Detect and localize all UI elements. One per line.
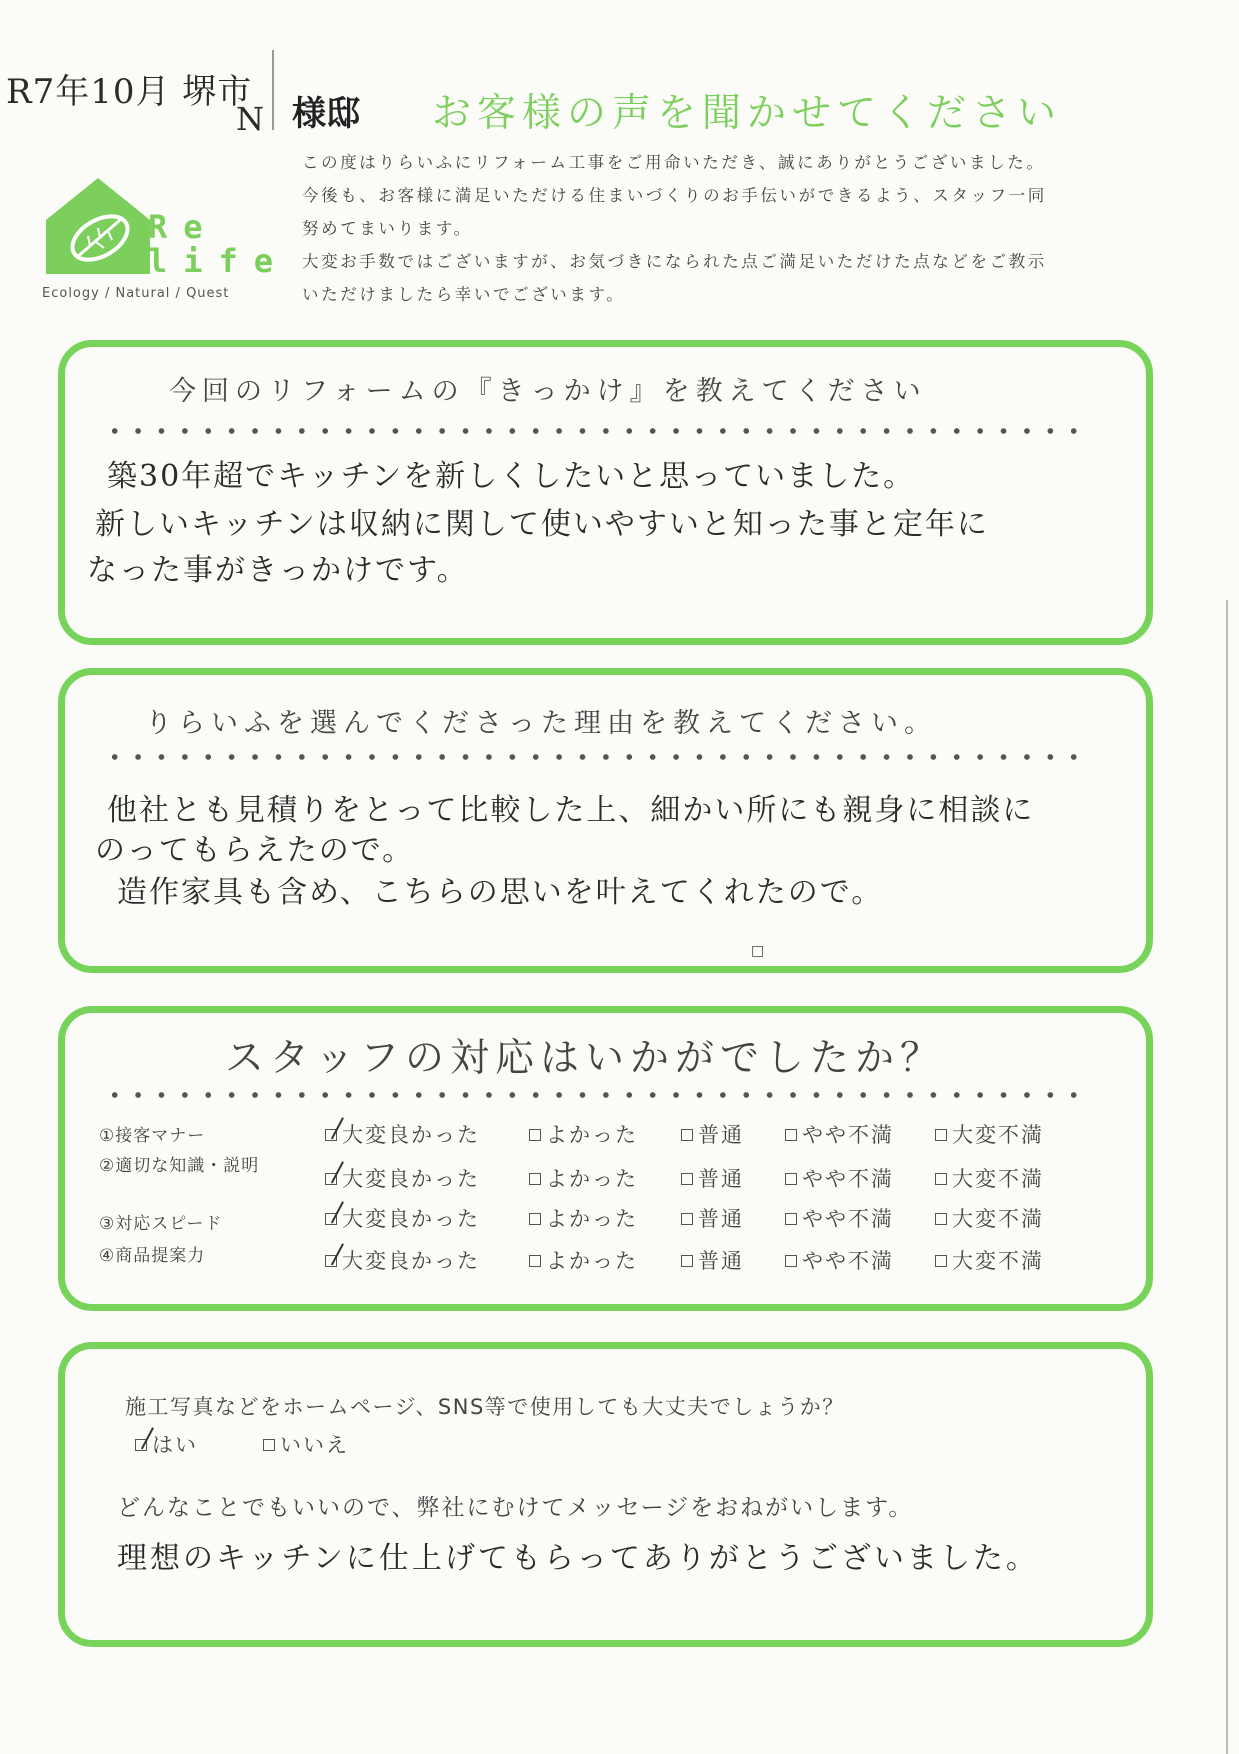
rating-option[interactable] (325, 1203, 480, 1233)
rating-row-label: ②適切な知識・説明 (99, 1156, 260, 1176)
yes-label: はい (152, 1433, 198, 1457)
customer-message: 理想のキッチンに仕上げてもらってありがとうございました。 (117, 1541, 1039, 1576)
rating-option[interactable] (785, 1245, 894, 1275)
intro-line: 今後も、お客様に満足いただける住まいづくりのお手伝いができるよう、スタッフ一同 (302, 186, 1047, 205)
dotted-divider (103, 427, 1084, 435)
relife-logo (38, 170, 290, 306)
rating-checkbox[interactable] (681, 1129, 693, 1141)
rating-checkbox[interactable] (681, 1255, 693, 1267)
intro-line: 大変お手数ではございますが、お気づきになられた点ご満足いただけた点などをご教示 (302, 252, 1047, 271)
rating-option[interactable] (325, 1119, 480, 1149)
q3-box (58, 1006, 1153, 1311)
rating-checkbox[interactable] (785, 1255, 797, 1267)
rating-option[interactable] (529, 1119, 638, 1149)
rating-option[interactable] (681, 1163, 744, 1193)
photo-permission-question: 施工写真などをホームページ、SNS等で使用しても大丈夫でしょうか？ (125, 1395, 845, 1419)
rating-option[interactable] (325, 1163, 480, 1193)
intro-line: いただけましたら幸いでございます。 (302, 285, 626, 304)
rating-checkbox[interactable] (325, 1213, 337, 1225)
dotted-divider (103, 1091, 1084, 1099)
rating-option[interactable] (681, 1119, 744, 1149)
scan-edge-line (1226, 600, 1228, 1754)
q1-answer-line: 築30年超でキッチンを新しくしたいと思っていました。 (107, 459, 916, 494)
rating-option-label: 普通 (698, 1123, 744, 1147)
house-leaf-icon (42, 174, 154, 276)
q1-box (58, 340, 1153, 645)
q2-title: りらいふを選んでくださった理由を教えてください。 (145, 708, 937, 739)
rating-checkbox[interactable] (935, 1255, 947, 1267)
rating-checkbox[interactable] (935, 1213, 947, 1225)
rating-checkbox[interactable] (681, 1213, 693, 1225)
rating-option[interactable] (935, 1163, 1044, 1193)
rating-option[interactable] (529, 1163, 638, 1193)
q1-title: 今回のリフォームの『きっかけ』を教えてください (169, 376, 927, 407)
q2-answer-line: 造作家具も含め、こちらの思いを叶えてくれたので。 (117, 875, 884, 910)
rating-option-label: 大変不満 (952, 1249, 1044, 1273)
rating-option[interactable] (935, 1245, 1044, 1275)
q3-title: スタッフの対応はいかがでしたか？ (225, 1036, 946, 1081)
rating-option-label: よかった (546, 1249, 638, 1273)
rating-option-label: 大変良かった (342, 1167, 480, 1191)
customer-initial-handwritten: N (236, 100, 264, 138)
rating-option-label: やや不満 (802, 1123, 894, 1147)
rating-option-label: よかった (546, 1207, 638, 1231)
rating-checkbox[interactable] (935, 1173, 947, 1185)
rating-option-label: 普通 (698, 1249, 744, 1273)
logo-re: Re (148, 208, 219, 246)
yes-checkbox[interactable] (135, 1439, 147, 1451)
rating-checkbox[interactable] (681, 1173, 693, 1185)
rating-option-label: やや不満 (802, 1249, 894, 1273)
rating-option[interactable] (785, 1203, 894, 1233)
rating-option[interactable] (681, 1245, 744, 1275)
intro-line: この度はりらいふにリフォーム工事をご用命いただき、誠にありがとうございました。 (302, 153, 1046, 172)
rating-option[interactable] (935, 1119, 1044, 1149)
rating-checkbox[interactable] (325, 1255, 337, 1267)
rating-option-label: よかった (546, 1167, 638, 1191)
logo-life: life (148, 242, 290, 280)
q2-answer-line: 他社とも見積りをとって比較した上、細かい所にも親身に相談に (107, 793, 1035, 828)
photo-yes-option[interactable] (135, 1429, 198, 1459)
sama-tei-label: 様邸 (292, 94, 360, 134)
rating-option-label: 大変良かった (342, 1123, 480, 1147)
rating-option-label: やや不満 (802, 1207, 894, 1231)
rating-row-label: ①接客マナー (99, 1126, 206, 1146)
rating-row-label: ③対応スピード (99, 1214, 223, 1234)
photo-no-option[interactable] (263, 1429, 349, 1459)
q1-answer-line: なった事がきっかけです。 (87, 553, 469, 588)
rating-checkbox[interactable] (935, 1129, 947, 1141)
page-title: お客様の声を聞かせてください (432, 91, 1063, 136)
no-label: いいえ (280, 1433, 349, 1457)
q1-answer-line: 新しいキッチンは収納に関して使いやすいと知った事と定年に (95, 507, 989, 542)
rating-option[interactable] (325, 1245, 480, 1275)
rating-option[interactable] (529, 1245, 638, 1275)
date-location-handwritten: R7年10月 堺市 (6, 72, 253, 112)
rating-option[interactable] (935, 1203, 1044, 1233)
intro-text (302, 146, 1047, 311)
q2-box (58, 668, 1153, 973)
rating-checkbox[interactable] (529, 1213, 541, 1225)
rating-option-label: やや不満 (802, 1167, 894, 1191)
q2-answer-line: のってもらえたので。 (95, 833, 415, 868)
stray-checkbox-mark: □ (751, 943, 765, 959)
rating-checkbox[interactable] (785, 1129, 797, 1141)
rating-option[interactable] (785, 1119, 894, 1149)
rating-option[interactable] (785, 1163, 894, 1193)
rating-checkbox[interactable] (785, 1173, 797, 1185)
q4-box (58, 1342, 1153, 1647)
rating-option-label: 大変不満 (952, 1123, 1044, 1147)
intro-line: 努めてまいります。 (302, 219, 473, 238)
rating-checkbox[interactable] (529, 1129, 541, 1141)
rating-option-label: 大変不満 (952, 1167, 1044, 1191)
dotted-divider (103, 753, 1084, 761)
message-prompt: どんなことでもいいので、弊社にむけてメッセージをおねがいします。 (117, 1495, 914, 1521)
rating-checkbox[interactable] (529, 1255, 541, 1267)
rating-option[interactable] (681, 1203, 744, 1233)
rating-option-label: 大変良かった (342, 1249, 480, 1273)
rating-checkbox[interactable] (785, 1213, 797, 1225)
header-divider (272, 50, 274, 130)
rating-option-label: 普通 (698, 1167, 744, 1191)
logo-tagline: Ecology / Natural / Quest (42, 286, 230, 301)
rating-option-label: 普通 (698, 1207, 744, 1231)
rating-checkbox[interactable] (325, 1129, 337, 1141)
rating-checkbox[interactable] (529, 1173, 541, 1185)
rating-option-label: よかった (546, 1123, 638, 1147)
rating-option-label: 大変良かった (342, 1207, 480, 1231)
rating-option[interactable] (529, 1203, 638, 1233)
no-checkbox[interactable] (263, 1439, 275, 1451)
rating-row-label: ④商品提案力 (99, 1246, 206, 1266)
rating-option-label: 大変不満 (952, 1207, 1044, 1231)
rating-checkbox[interactable] (325, 1173, 337, 1185)
